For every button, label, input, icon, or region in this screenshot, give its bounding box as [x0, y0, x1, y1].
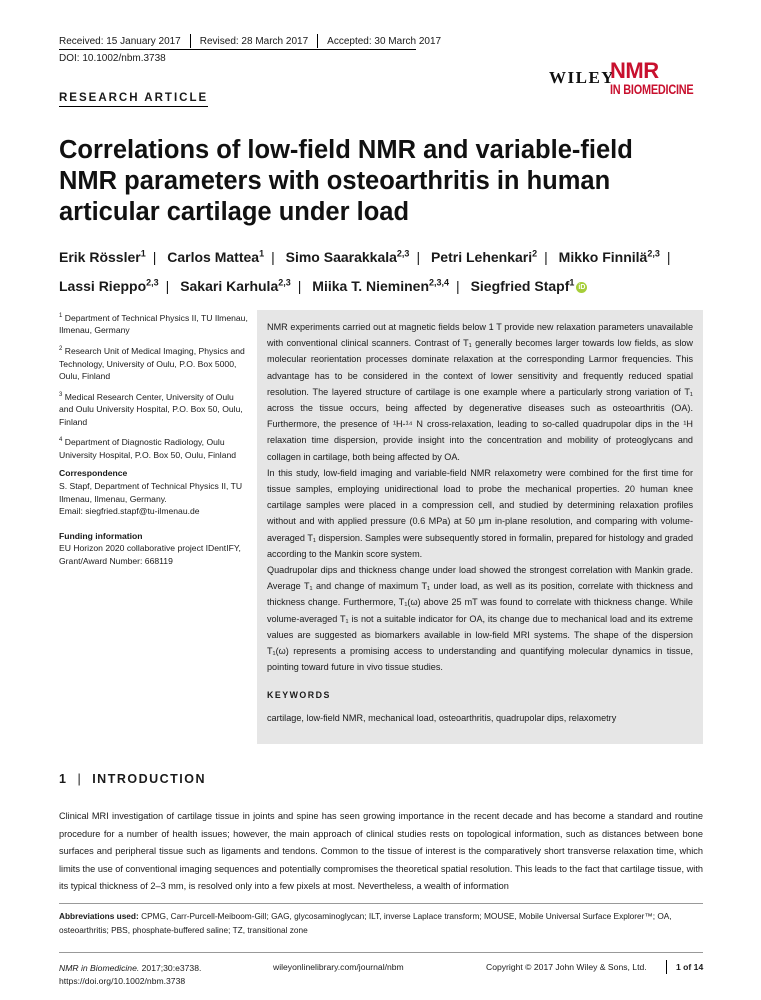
footer-rule [59, 952, 703, 953]
page-number: 1 of 14 [676, 962, 704, 972]
article-title: Correlations of low-field NMR and variable-field NMR parameters with osteoarthritis in human articular cartilage under load [59, 136, 633, 226]
revised-date: Revised: 28 March 2017 [199, 35, 309, 47]
divider [317, 34, 318, 48]
affiliation: $^2$ Research Unit of Medical Imaging, Physics and Technology, University of Oulu, P.O. Box 5000, Oulu, Finland [59, 345, 245, 382]
author[interactable]: Simo Saarakkala$^{2,3}$ [285, 248, 410, 265]
received-date: Received: 15 January 2017 [59, 35, 181, 47]
abstract-paragraph: In this study, low-field imaging and variable-field NMR relaxometry were combined for the first time for tissue samples, employing unidirectional load to probe the mechanical properties. 20 human knee cartilage samples were placed in a compression cell, and studied by determining relaxation profiles without and with applied pressure (0.6 MPa) at 50 μm in-plane resolution, and comparing with volume-averaged T₁ dispersion. Samples were subsequently stored in formalin, prepared for histology and graded according to the Mankin score system. [267, 467, 693, 559]
orcid-icon[interactable]: iD [578, 284, 586, 292]
doi[interactable]: DOI: 10.1002/nbm.3738 [59, 53, 166, 64]
funding-heading: Funding information [59, 530, 143, 541]
author[interactable]: Lassi Rieppo$^{2,3}$ [59, 277, 159, 295]
abstract-box [257, 310, 703, 744]
author[interactable]: Erik Rössler$^1$ [59, 248, 146, 265]
divider [666, 960, 667, 974]
sidebar-info [59, 310, 249, 568]
section-number: 1 [59, 772, 68, 786]
abbreviations-text: CPMG, Carr-Purcell-Meiboom-Gill; GAG, glycosaminoglycan; ILT, inverse Laplace transform; MOUSE, Mobile Universal Surface Explorer™; OA, osteoarthritis; PBS, phosphate-buffered saline; TZ, transitional zone [59, 911, 672, 935]
header-rule [59, 49, 416, 50]
affiliation: $^1$ Department of Technical Physics II, TU Ilmenau, Ilmenau, Germany [59, 312, 248, 336]
affiliation: $^4$ Department of Diagnostic Radiology, Oulu University Hospital, P.O. Box 50, Oulu, Finland [59, 437, 237, 460]
accepted-date: Accepted: 30 March 2017 [327, 35, 442, 47]
abbreviations [59, 910, 703, 937]
footnote-rule [59, 903, 703, 904]
footer-website-link[interactable]: wileyonlinelibrary.com/journal/nbm [273, 962, 404, 972]
footer-volume: 2017;30:e3738. [139, 963, 202, 973]
author[interactable]: Petri Lehenkari$^2$ [430, 248, 538, 265]
footer-citation [59, 962, 201, 987]
author[interactable]: Carlos Mattea$^1$ [167, 248, 265, 265]
author[interactable]: Mikko Finnilä$^{2,3}$ [558, 248, 660, 265]
footer-doi-link[interactable]: https://doi.org/10.1002/nbm.3738 [59, 975, 186, 986]
publisher-logo: WILEY [549, 68, 616, 87]
section-heading: 1 | INTRODUCTION [59, 772, 207, 786]
footer-journal: NMR in Biomedicine. [59, 963, 140, 973]
correspondence-address: S. Stapf, Department of Technical Physics II, TU Ilmenau, Ilmenau, Germany. [59, 480, 243, 504]
section-title: INTRODUCTION [92, 772, 207, 786]
journal-logo-bottom: IN BIOMEDICINE [610, 81, 694, 97]
correspondence-heading: Correspondence [59, 468, 128, 479]
footer-copyright: Copyright © 2017 John Wiley & Sons, Ltd. [486, 962, 647, 972]
correspondence-email[interactable]: Email: siegfried.stapf@tu-ilmenau.de [59, 506, 200, 517]
journal-logo-top: NMR [610, 58, 659, 83]
funding-text: EU Horizon 2020 collaborative project IDentIFY, Grant/Award Number: 668119 [59, 543, 241, 566]
abbreviations-label: Abbreviations used: [59, 911, 139, 921]
article-type: RESEARCH ARTICLE [59, 92, 208, 107]
affiliation: $^3$ Medical Research Center, University of Oulu and Oulu University Hospital, P.O. Box 50, Oulu, Finland [59, 391, 243, 427]
author[interactable]: Siegfried Stapf$^1$ [470, 277, 575, 295]
intro-paragraph: Clinical MRI investigation of cartilage tissue in joints and spine has seen growing importance in the recent decade and has become a standard and routine procedure for a number of health issues; however, the main approach of clinical studies rests on topological information, such as distances between bone surfaces and peripheral tissue such as ligaments and tendons. Common to the tissue of interest is the comparatively short transverse relaxation time, which limits the use of conventional imaging sequences and potentially compromises the theoretical spatial resolution. This leads to the fact that cartilage tissue, with its typical thickness of 2–3 mm, is resolved only into a few pixels at most. Nevertheless, a wealth of information [59, 811, 703, 892]
article-dates [59, 34, 441, 48]
author[interactable]: Sakari Karhula$^{2,3}$ [180, 277, 291, 295]
divider [190, 34, 191, 48]
abstract-paragraph: Quadrupolar dips and thickness change under load showed the strongest correlation with Mankin grade. Average T₁ and change of maximum T₁ under load, as well as its position, correlate with thickness and thickness change. Furthermore, T₁(ω) above 25 mT was found to correlate with thickness change. While volume-averaged T₁ is not a suitable indicator for OA, its change due to mechanical load and its extreme values are suggested as biomarkers available in low-field MRI systems. The shape of the dispersion T₁(ω) represents a promising access to understanding and quantifying molecular dynamics in tissue, pointing toward future in vivo tissue studies. [267, 565, 693, 673]
journal-logo [610, 60, 717, 96]
author[interactable]: Miika T. Nieminen$^{2,3,4}$ [312, 277, 450, 295]
keywords: cartilage, low-field NMR, mechanical load, osteoarthritis, quadrupolar dips, relaxometry [267, 712, 617, 723]
keywords-heading: KEYWORDS [267, 690, 331, 701]
abstract-paragraph: NMR experiments carried out at magnetic fields below 1 T provide new relaxation parameters unavailable with conventional clinical scanners. Contrast of T₁ generally becomes larger towards low fields, as slow molecular reorientation processes dominate relaxation at the corresponding Larmor frequencies. This advantage has to be considered in the context of lower sensitivity and frequently reduced spatial resolution. The layered structure of cartilage is one example where a particularly strong variation of T₁ across the tissue occurs, being affected by degenerative diseases such as osteoarthritis (OA). Furthermore, the presence of ¹H-¹⁴ N cross-relaxation, leading to so-called quadrupolar dips in the ¹H relaxation time dispersion, provide insight into the concentration and mobility of proteoglycans and collagen in cartilage, both being affected by OA. [267, 322, 693, 462]
author-list: Erik Rössler$^1$ | Carlos Mattea$^1$ | Simo Saarakkala$^{2,3}$ | Petri Lehenkari$^2$ | Mikko Finnilä$^{2,3}$ | Lassi Rieppo$^{2,3}$ | Sakari Karhula$^{2,3}$ | Miika T. Nieminen$^{2,3,4}$ | Siegfried Stapf$^1$iD [59, 248, 671, 295]
